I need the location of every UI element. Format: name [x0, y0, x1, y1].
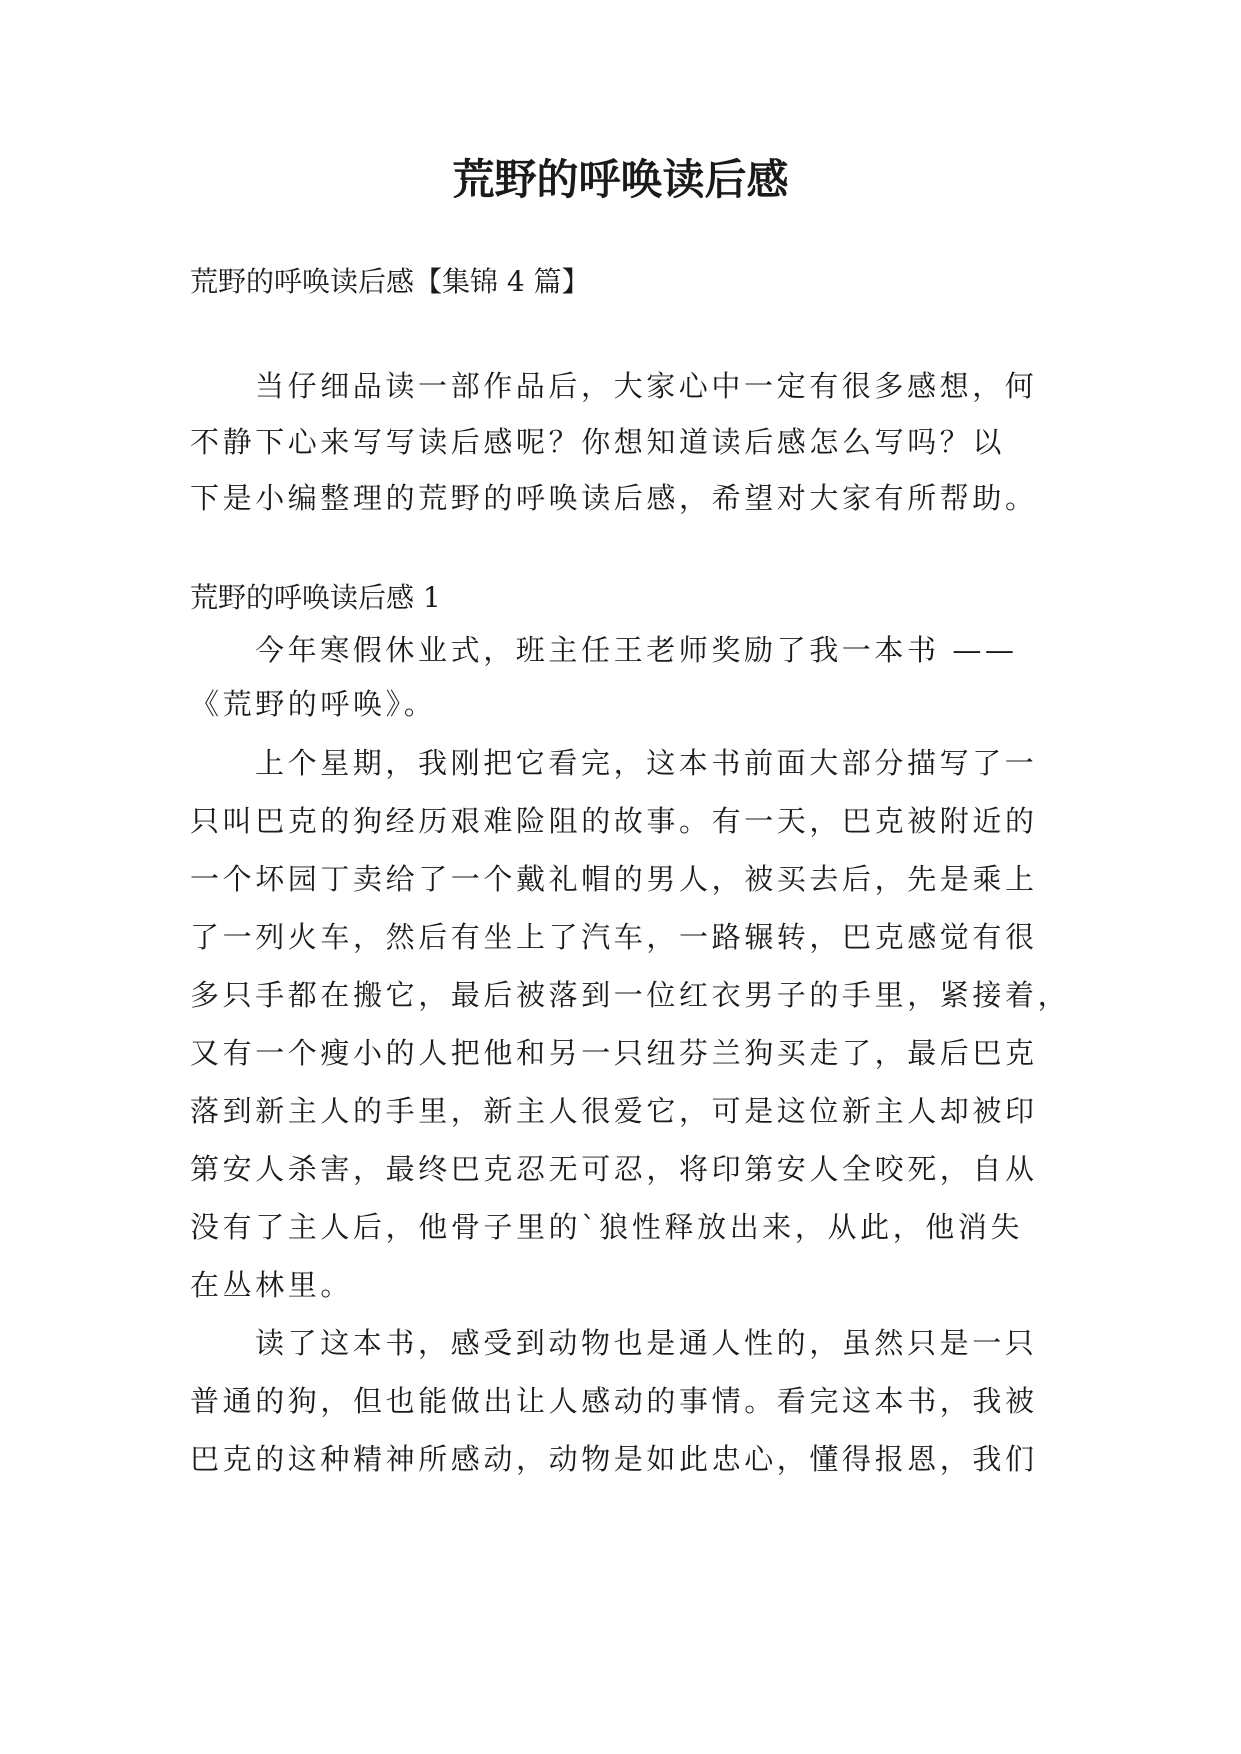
paragraph-line: 巴克的这种精神所感动，动物是如此忠心，懂得报恩，我们 [190, 1442, 1038, 1476]
paragraph-line: 今年寒假休业式，班主任王老师奖励了我一本书 —— [255, 633, 1018, 667]
document-title: 荒野的呼唤读后感 [452, 155, 789, 204]
intro-line: 下是小编整理的荒野的呼唤读后感，希望对大家有所帮助。 [190, 481, 1038, 515]
paragraph-line: 第安人杀害，最终巴克忍无可忍，将印第安人全咬死，自从 [190, 1152, 1038, 1186]
paragraph-line: 多只手都在搬它，最后被落到一位红衣男子的手里，紧接着， [190, 978, 1071, 1012]
paragraph-line: 普通的狗，但也能做出让人感动的事情。看完这本书，我被 [190, 1384, 1038, 1418]
paragraph-line: 在丛林里。 [190, 1268, 354, 1302]
intro-line: 当仔细品读一部作品后，大家心中一定有很多感想，何 [255, 369, 1038, 403]
paragraph-line: 没有了主人后，他骨子里的`狼性释放出来，从此，他消失 [190, 1210, 1024, 1244]
paragraph-line: 了一列火车，然后有坐上了汽车，一路辗转，巴克感觉有很 [190, 920, 1038, 954]
intro-line: 不静下心来写写读后感呢？你想知道读后感怎么写吗？以 [190, 425, 1006, 459]
paragraph-line: 《荒野的呼唤》。 [190, 687, 437, 721]
paragraph-line: 落到新主人的手里，新主人很爱它，可是这位新主人却被印 [190, 1094, 1038, 1128]
paragraph-line: 读了这本书，感受到动物也是通人性的，虽然只是一只 [255, 1326, 1038, 1360]
section-heading: 荒野的呼唤读后感 1 [190, 581, 441, 614]
paragraph-line: 又有一个瘦小的人把他和另一只纽芬兰狗买走了，最后巴克 [190, 1036, 1038, 1070]
document-subtitle: 荒野的呼唤读后感【集锦 4 篇】 [190, 265, 590, 298]
paragraph-line: 只叫巴克的狗经历艰难险阻的故事。有一天，巴克被附近的 [190, 804, 1038, 838]
paragraph-line: 上个星期，我刚把它看完，这本书前面大部分描写了一 [255, 746, 1038, 780]
paragraph-line: 一个坏园丁卖给了一个戴礼帽的男人，被买去后，先是乘上 [190, 862, 1038, 896]
